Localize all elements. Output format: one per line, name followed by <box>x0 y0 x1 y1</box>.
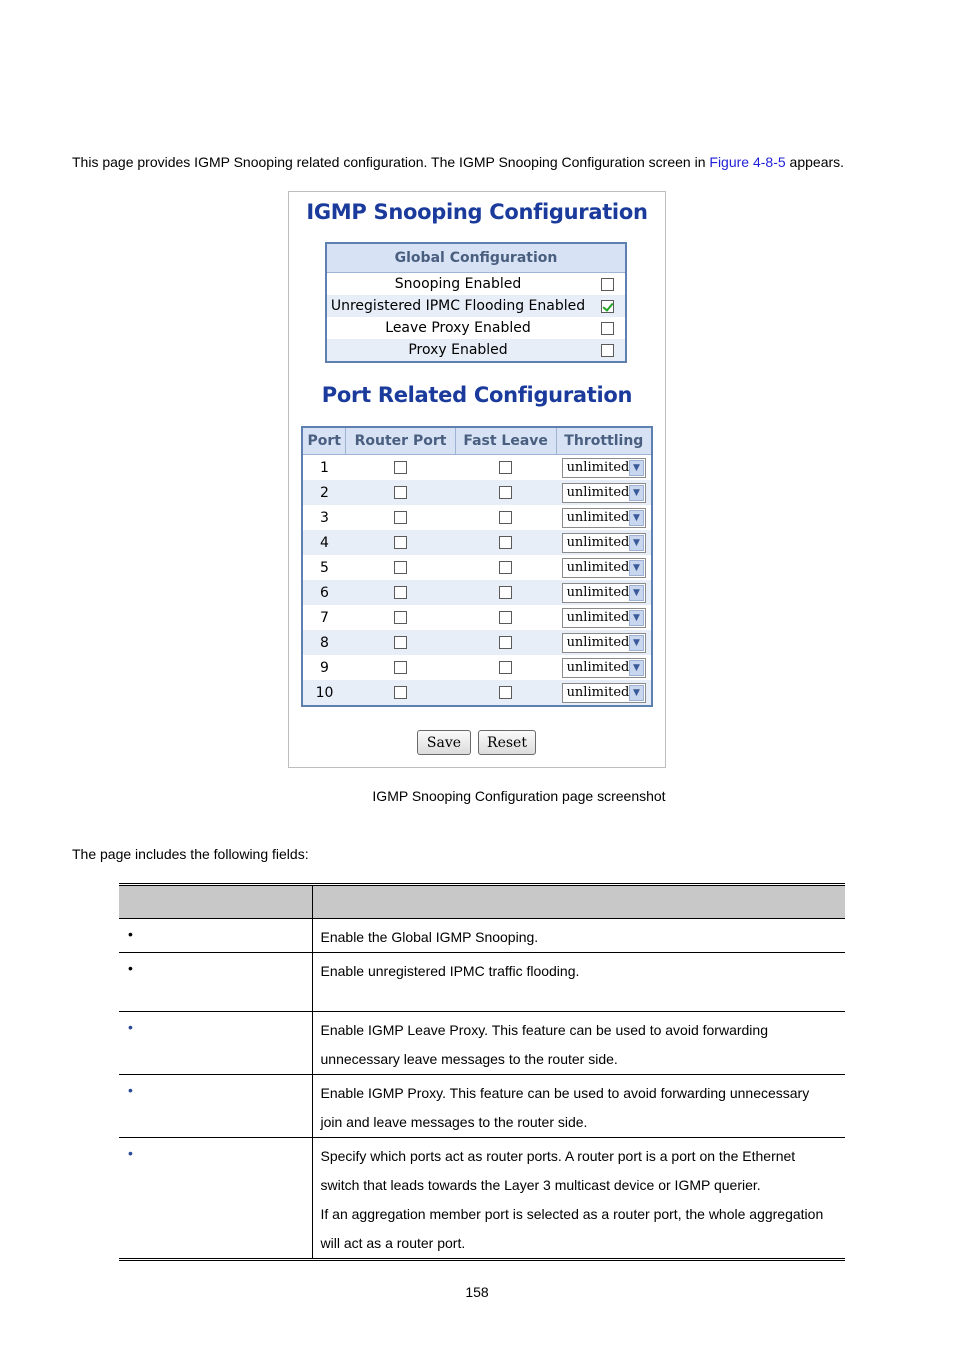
field-description-line: Specify which ports act as router ports. A router port is a port on the Ethernet <box>320 1148 796 1164</box>
port-number: 7 <box>320 609 329 626</box>
throttling-value: unlimited <box>566 610 630 625</box>
throttling-value: unlimited <box>566 510 630 525</box>
fields-intro: The page includes the following fields: <box>72 846 309 862</box>
router-port-cell <box>346 605 455 630</box>
router-port-cell <box>346 630 455 655</box>
fast-leave-cell <box>455 655 556 680</box>
intro-text-after: appears. <box>785 154 845 170</box>
fast-leave-checkbox[interactable] <box>499 611 512 624</box>
port-number: 5 <box>320 559 329 576</box>
throttling-select[interactable] <box>562 608 646 628</box>
port-number: 9 <box>320 659 329 676</box>
chevron-down-icon: ▼ <box>629 485 643 501</box>
port-row <box>302 555 652 580</box>
throttling-value: unlimited <box>566 460 630 475</box>
intro-text-before: This page provides IGMP Snooping related configuration. The IGMP Snooping Configuration screen in <box>72 154 710 170</box>
global-option-cell <box>589 317 626 339</box>
field-description <box>312 919 845 953</box>
global-config-row <box>326 317 626 339</box>
port-column-header: Fast Leave <box>455 427 556 455</box>
save-button[interactable]: Save <box>417 730 471 755</box>
field-description-line: Enable unregistered IPMC traffic flooding. <box>320 963 580 979</box>
fast-leave-cell <box>455 530 556 555</box>
field-description-line: Enable IGMP Leave Proxy. This feature can be used to avoid forwarding <box>320 1022 768 1038</box>
global-option-label: Snooping Enabled <box>394 276 522 292</box>
throttling-value: unlimited <box>566 585 630 600</box>
router-port-cell <box>346 455 455 481</box>
router-port-checkbox[interactable] <box>394 561 407 574</box>
chevron-down-icon: ▼ <box>629 510 643 526</box>
global-option-cell <box>589 339 626 362</box>
fast-leave-checkbox[interactable] <box>499 561 512 574</box>
router-port-cell <box>346 480 455 505</box>
chevron-down-icon: ▼ <box>629 685 643 701</box>
chevron-down-icon: ▼ <box>629 560 643 576</box>
fast-leave-cell <box>455 555 556 580</box>
throttling-select[interactable] <box>562 458 646 478</box>
throttling-cell <box>556 455 652 481</box>
port-number: 10 <box>302 680 346 706</box>
chevron-down-icon: ▼ <box>629 660 643 676</box>
router-port-cell <box>346 655 455 680</box>
fast-leave-cell <box>455 455 556 481</box>
figure-link[interactable]: Figure 4-8-5 <box>709 154 786 170</box>
fast-leave-cell <box>455 630 556 655</box>
port-column-header: Port <box>302 427 346 455</box>
throttling-value: unlimited <box>566 535 630 550</box>
router-port-checkbox[interactable] <box>394 661 407 674</box>
port-number: 6 <box>302 580 346 605</box>
router-port-checkbox[interactable] <box>394 511 407 524</box>
router-port-cell <box>346 580 455 605</box>
throttling-cell <box>556 630 652 655</box>
throttling-select[interactable] <box>562 558 646 578</box>
port-number: 4 <box>302 530 346 555</box>
field-description-line: unnecessary leave messages to the router side. <box>320 1051 618 1067</box>
intro-paragraph <box>72 153 844 171</box>
global-option-cell <box>589 273 626 296</box>
fast-leave-cell <box>455 580 556 605</box>
bullet-icon: • <box>128 1082 133 1098</box>
port-row <box>302 455 652 481</box>
router-port-checkbox[interactable] <box>394 686 407 699</box>
throttling-select[interactable] <box>562 683 646 703</box>
throttling-cell <box>556 580 652 605</box>
port-row <box>302 605 652 630</box>
field-object-cell <box>119 953 312 1012</box>
port-column-header: Throttling <box>556 427 652 455</box>
router-port-checkbox[interactable] <box>394 486 407 499</box>
fast-leave-checkbox[interactable] <box>499 536 512 549</box>
throttling-cell <box>556 530 652 555</box>
router-port-cell <box>346 505 455 530</box>
global-option-label: Proxy Enabled <box>326 339 589 362</box>
global-config-table <box>325 242 627 363</box>
router-port-checkbox[interactable] <box>394 611 407 624</box>
field-object-cell <box>119 919 312 953</box>
fast-leave-checkbox[interactable] <box>499 661 512 674</box>
throttling-cell <box>556 605 652 630</box>
fast-leave-cell <box>455 505 556 530</box>
router-port-checkbox[interactable] <box>394 636 407 649</box>
router-port-checkbox[interactable] <box>394 536 407 549</box>
field-description <box>312 953 845 1012</box>
fast-leave-checkbox[interactable] <box>499 461 512 474</box>
fields-header-description <box>312 885 845 919</box>
throttling-select[interactable] <box>562 508 646 528</box>
screenshot-frame <box>288 191 666 768</box>
chevron-down-icon: ▼ <box>629 460 643 476</box>
field-object-cell <box>119 1138 312 1260</box>
field-description-line: Enable the Global IGMP Snooping. <box>320 929 539 945</box>
throttling-select[interactable] <box>562 533 646 553</box>
router-port-checkbox[interactable] <box>394 586 407 599</box>
field-row <box>119 919 845 953</box>
router-port-cell <box>346 530 455 555</box>
page-number: 158 <box>465 1284 489 1300</box>
field-description-line: Enable IGMP Proxy. This feature can be used to avoid forwarding unnecessary <box>320 1085 810 1101</box>
global-config-row <box>326 295 626 317</box>
port-row <box>302 480 652 505</box>
port-config-title: Port Related Configuration <box>321 383 633 407</box>
bullet-icon: • <box>128 960 133 976</box>
global-option-checkbox[interactable] <box>601 322 614 335</box>
throttling-select[interactable] <box>562 483 646 503</box>
global-option-cell <box>589 295 626 317</box>
throttling-cell <box>556 655 652 680</box>
field-object-cell <box>119 1012 312 1075</box>
fields-table <box>119 883 845 1261</box>
throttling-cell <box>556 555 652 580</box>
throttling-value: unlimited <box>566 635 630 650</box>
port-row <box>302 580 652 605</box>
port-column-header: Router Port <box>346 427 455 455</box>
reset-button[interactable]: Reset <box>478 730 536 755</box>
global-option-checkbox[interactable] <box>601 278 614 291</box>
throttling-select[interactable] <box>562 633 646 653</box>
global-option-label: Unregistered IPMC Flooding Enabled <box>326 295 589 317</box>
fast-leave-checkbox[interactable] <box>499 586 512 599</box>
throttling-value: unlimited <box>566 560 630 575</box>
global-option-checkbox[interactable] <box>601 300 614 313</box>
port-row <box>302 530 652 555</box>
field-row <box>119 953 845 1012</box>
field-row <box>119 1075 845 1138</box>
bullet-icon: • <box>128 1019 133 1035</box>
throttling-value: unlimited <box>566 485 630 500</box>
fast-leave-cell <box>455 480 556 505</box>
port-row <box>302 505 652 530</box>
throttling-select[interactable] <box>562 583 646 603</box>
field-row <box>119 1012 845 1075</box>
chevron-down-icon: ▼ <box>629 585 643 601</box>
port-row <box>302 680 652 706</box>
field-description-line: will act as a router port. <box>320 1235 466 1251</box>
chevron-down-icon: ▼ <box>629 535 643 551</box>
global-config-header: Global Configuration <box>326 243 626 273</box>
fast-leave-checkbox[interactable] <box>499 486 512 499</box>
port-number: 8 <box>302 630 346 655</box>
fast-leave-checkbox[interactable] <box>499 511 512 524</box>
field-description-line: join and leave messages to the router side. <box>320 1114 588 1130</box>
igmp-title: IGMP Snooping Configuration <box>306 200 648 224</box>
router-port-checkbox[interactable] <box>394 461 407 474</box>
port-row <box>302 630 652 655</box>
throttling-cell <box>556 480 652 505</box>
router-port-cell <box>346 680 455 706</box>
throttling-value: unlimited <box>566 685 630 700</box>
fields-header-object <box>119 885 312 919</box>
field-row <box>119 1138 845 1260</box>
fast-leave-checkbox[interactable] <box>499 686 512 699</box>
global-config-row <box>326 339 626 362</box>
throttling-cell <box>556 505 652 530</box>
field-description <box>312 1012 845 1075</box>
bullet-icon: • <box>128 926 133 942</box>
field-object-cell <box>119 1075 312 1138</box>
field-description-line: If an aggregation member port is selected as a router port, the whole aggregation <box>320 1206 824 1222</box>
field-description-line: switch that leads towards the Layer 3 multicast device or IGMP querier. <box>320 1177 761 1193</box>
port-number: 1 <box>320 459 329 476</box>
global-config-row <box>326 273 626 296</box>
port-row <box>302 655 652 680</box>
bullet-icon: • <box>128 1145 133 1161</box>
field-description <box>312 1075 845 1138</box>
router-port-cell <box>346 555 455 580</box>
fast-leave-cell <box>455 680 556 706</box>
global-option-label: Leave Proxy Enabled <box>385 320 531 336</box>
throttling-value: unlimited <box>566 660 630 675</box>
port-config-table <box>301 426 653 707</box>
port-number: 2 <box>302 480 346 505</box>
chevron-down-icon: ▼ <box>629 635 643 651</box>
port-number: 3 <box>320 509 329 526</box>
field-description <box>312 1138 845 1260</box>
throttling-select[interactable] <box>562 658 646 678</box>
figure-caption: IGMP Snooping Configuration page screenshot <box>372 788 666 804</box>
fast-leave-checkbox[interactable] <box>499 636 512 649</box>
throttling-cell <box>556 680 652 706</box>
fast-leave-cell <box>455 605 556 630</box>
global-option-checkbox[interactable] <box>601 344 614 357</box>
chevron-down-icon: ▼ <box>629 610 643 626</box>
